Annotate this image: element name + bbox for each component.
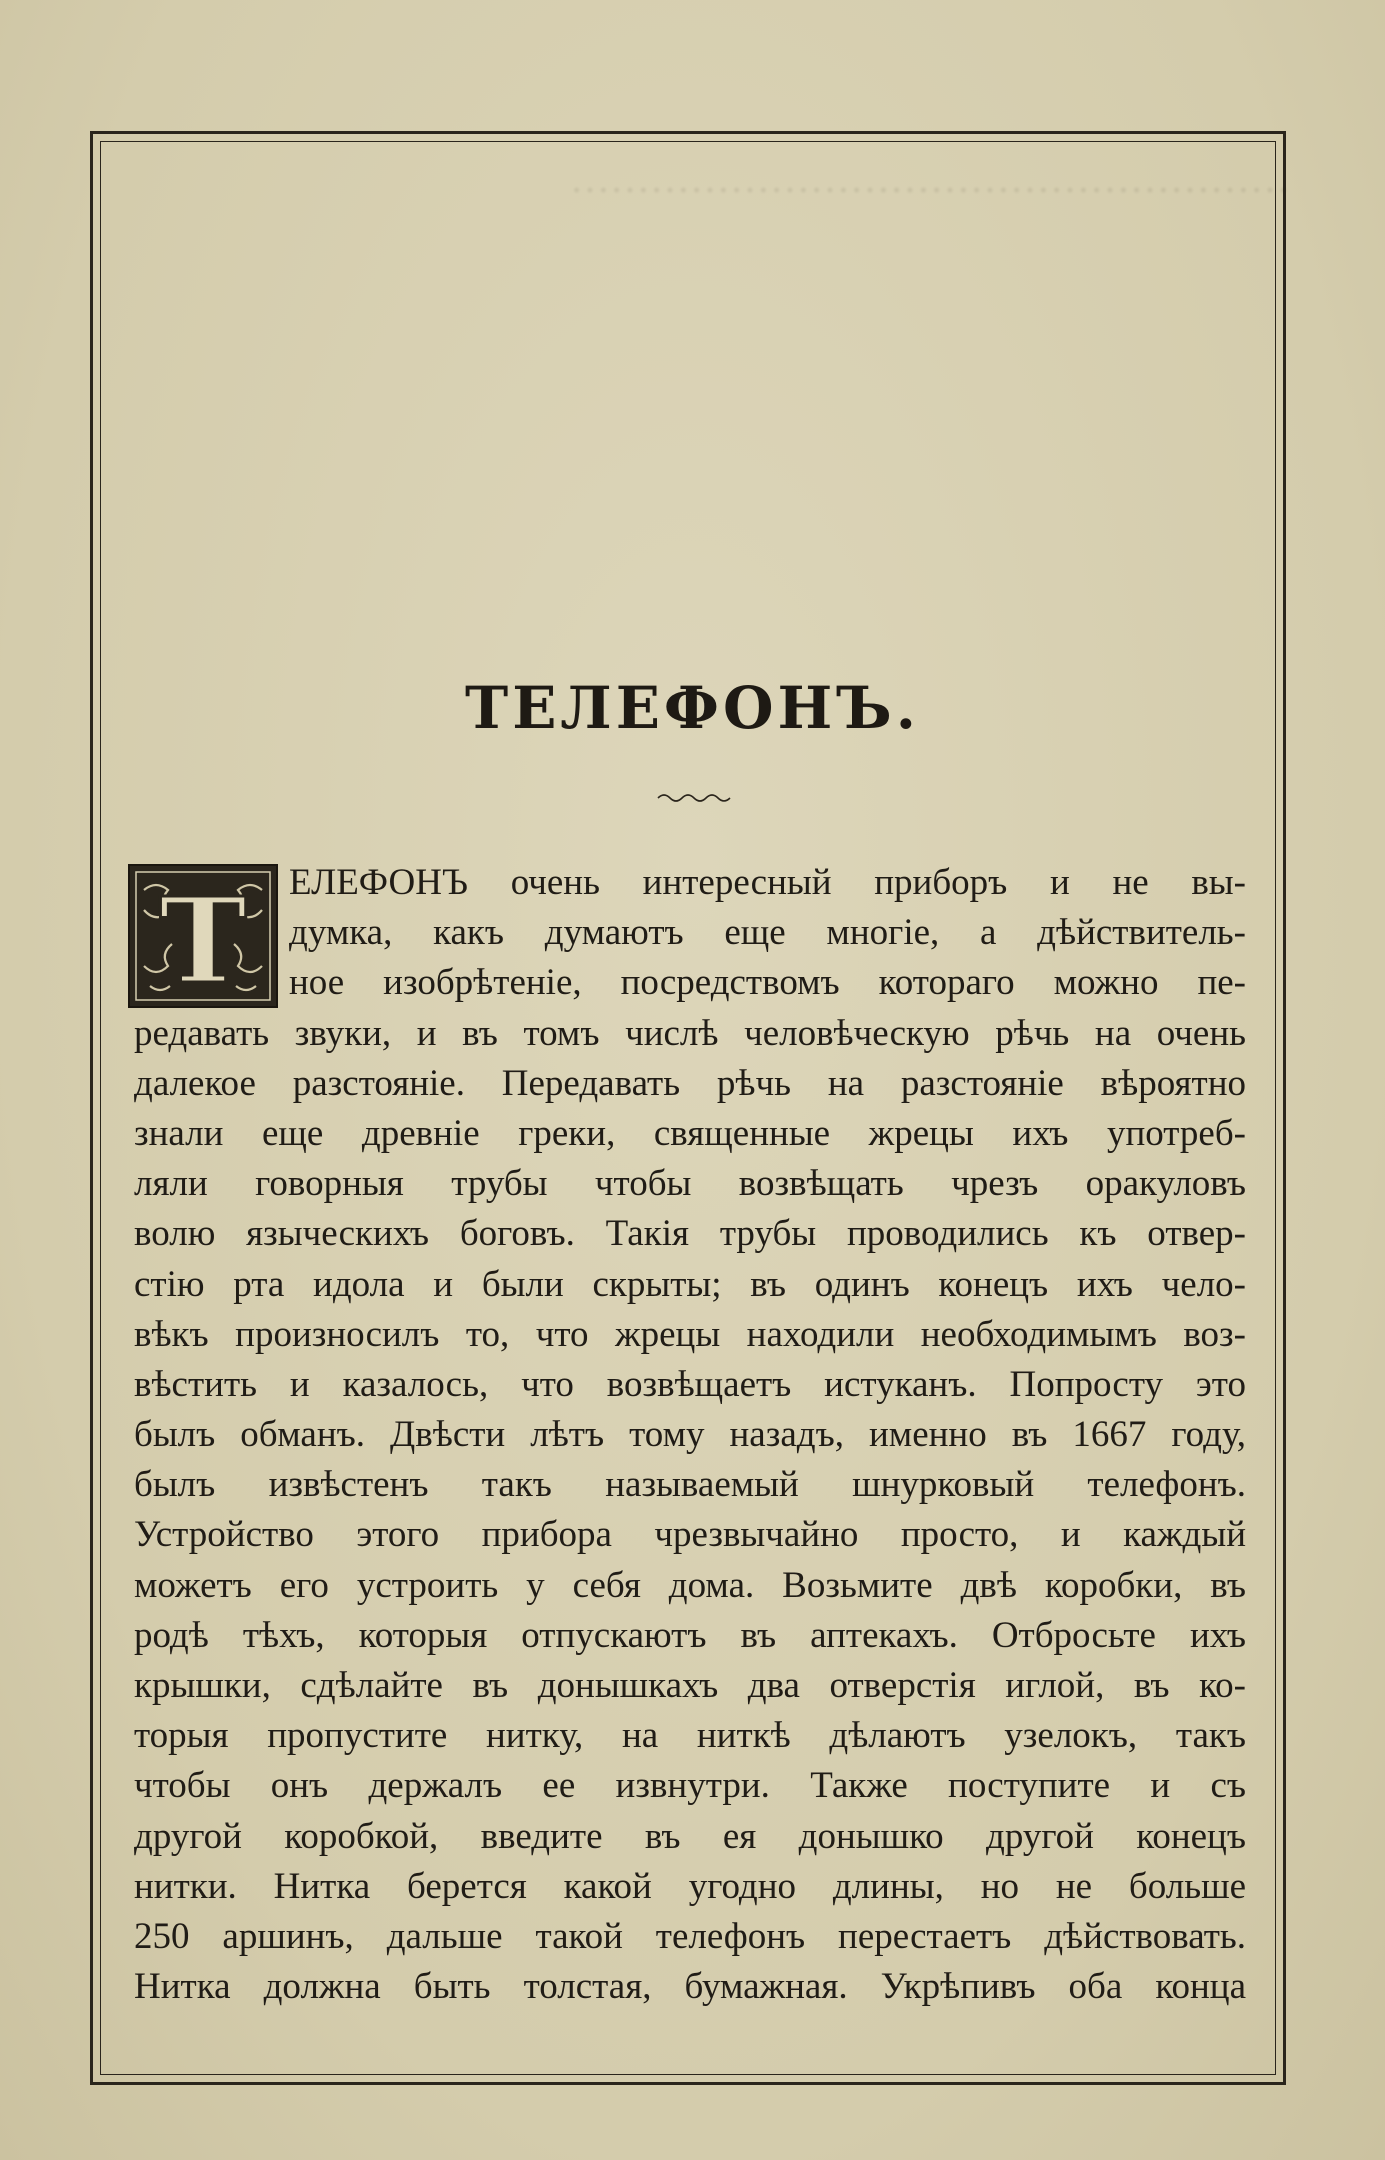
body-text [134, 858, 1246, 2012]
text-line: волю языческихъ боговъ. Такія трубы проводились къ отвер- [134, 1213, 1246, 1255]
text-line: можетъ его устроить у себя дома. Возьмите двѣ коробки, въ [134, 1564, 1246, 1606]
text-line: чтобы онъ держалъ ее извнутри. Также поступите и съ [134, 1765, 1246, 1807]
text-line: нитки. Нитка берется какой угодно длины, но не больше [134, 1865, 1246, 1907]
text-line: родѣ тѣхъ, которыя отпускаютъ въ аптекахъ. Отбросьте ихъ [134, 1614, 1246, 1656]
text-line: вѣкъ произносилъ то, что жрецы находили необходимымъ воз- [134, 1313, 1246, 1355]
text-line: торыя пропустите нитку, на ниткѣ дѣлаютъ узелокъ, такъ [134, 1715, 1246, 1757]
text-line: далекое разстояніе. Передавать рѣчь на разстояніе вѣроятно [134, 1062, 1246, 1104]
text-line: былъ обманъ. Двѣсти лѣтъ тому назадъ, именно въ 1667 году, [134, 1414, 1246, 1456]
text-line: другой коробкой, введите въ ея донышко другой конецъ [134, 1815, 1246, 1857]
text-line: Устройство этого прибора чрезвычайно просто, и каждый [134, 1514, 1246, 1556]
text-line: былъ извѣстенъ такъ называемый шнурковый телефонъ. [134, 1464, 1246, 1506]
svg-text:Т: Т [159, 871, 247, 1006]
text-line: вѣстить и казалось, что возвѣщаетъ истуканъ. Попросту это [134, 1363, 1246, 1405]
text-line: знали еще древніе греки, священные жрецы ихъ употреб- [134, 1112, 1246, 1154]
text-line: 250 аршинъ, дальше такой телефонъ перестаетъ дѣйствовать. [134, 1915, 1246, 1957]
text-line: ное изобрѣтеніе, посредствомъ котораго можно пе- [289, 962, 1246, 1004]
text-line: крышки, сдѣлайте въ донышкахъ два отверстія иглой, въ ко- [134, 1665, 1246, 1706]
text-line: ляли говорныя трубы чтобы возвѣщать чрезъ оракуловъ [134, 1163, 1246, 1205]
text-line: стію рта идола и были скрыты; въ одинъ конецъ ихъ чело- [134, 1263, 1246, 1305]
text-line: редавать звуки, и въ томъ числѣ человѣческую рѣчь на очень [134, 1012, 1246, 1054]
text-line: думка, какъ думаютъ еще многіе, а дѣйствитель- [289, 912, 1246, 954]
page-title: ТЕЛЕФОНЪ. [465, 674, 920, 742]
text-line: ЕЛЕФОНЪ очень интересный приборъ и не вы- [289, 862, 1246, 903]
show-through-text: ……………………………………………… [570, 156, 1290, 201]
wavy-ornament [656, 790, 736, 806]
text-line: Нитка должна быть толстая, бумажная. Укрѣпивъ оба конца [134, 1966, 1246, 2008]
